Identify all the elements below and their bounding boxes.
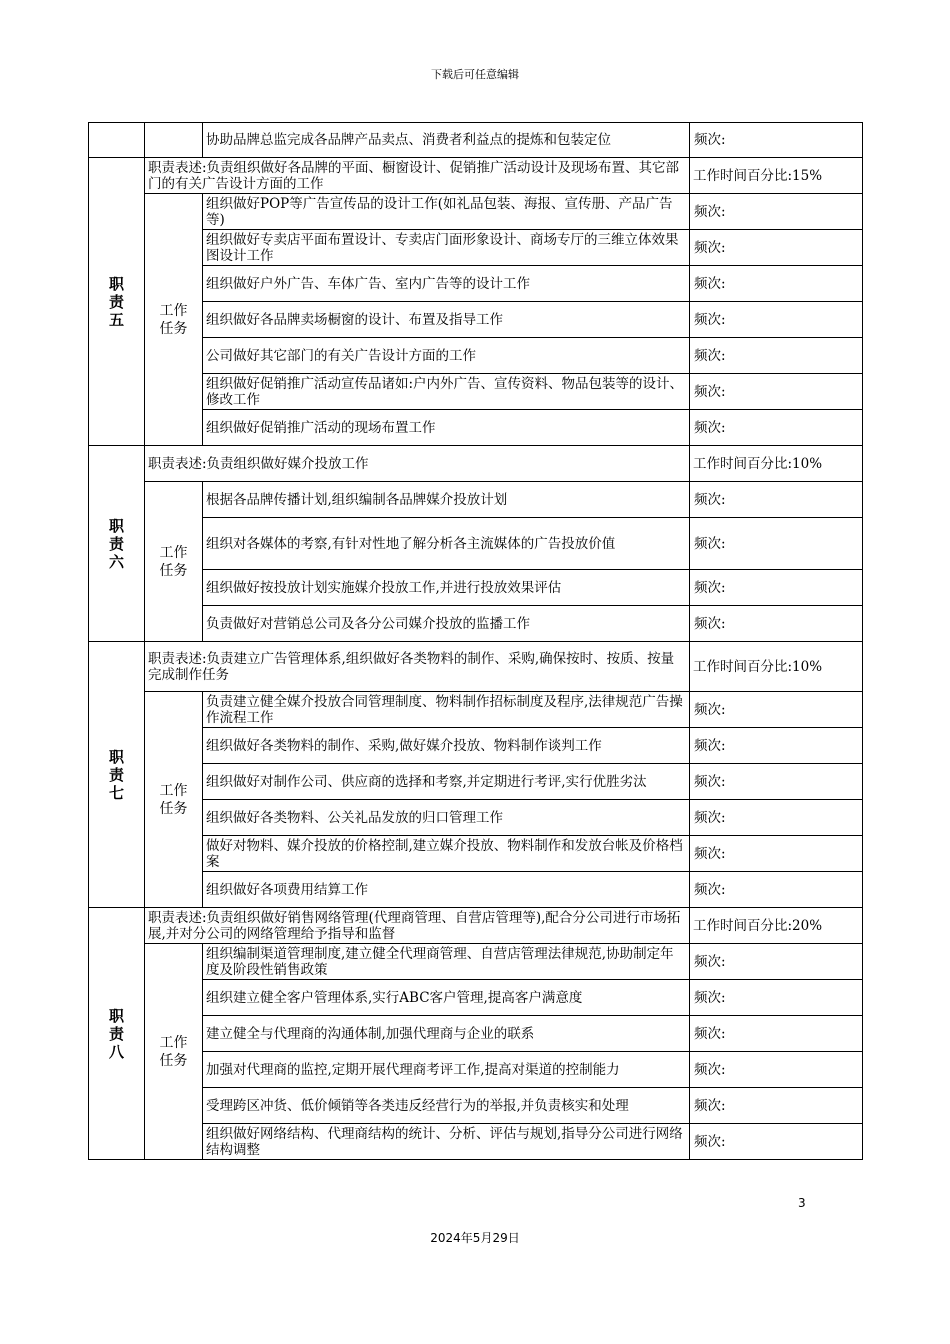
task-row [89, 194, 863, 230]
frequency-cell: 频次: [690, 1016, 863, 1052]
task-text: 公司做好其它部门的有关广告设计方面的工作 [203, 338, 690, 374]
frequency-cell: 频次: [690, 692, 863, 728]
duty-statement: 职责表述:负责组织做好媒介投放工作 [145, 446, 690, 482]
task-row [89, 728, 863, 764]
footer-date: 2024年5月29日 [430, 1231, 520, 1245]
frequency-cell: 频次: [690, 606, 863, 642]
duty-section-label: 职 责 八 [89, 908, 145, 1160]
task-row [89, 1124, 863, 1160]
task-text: 组织做好各类物料的制作、采购,做好媒介投放、物料制作谈判工作 [203, 728, 690, 764]
task-text: 建立健全与代理商的沟通体制,加强代理商与企业的联系 [203, 1016, 690, 1052]
frequency-cell: 频次: [690, 230, 863, 266]
frequency-cell: 频次: [690, 570, 863, 606]
task-row [89, 230, 863, 266]
work-task-label: 工作 任务 [145, 194, 203, 446]
task-text: 加强对代理商的监控,定期开展代理商考评工作,提高对渠道的控制能力 [203, 1052, 690, 1088]
work-task-label: 工作 任务 [145, 692, 203, 908]
task-text: 组织做好促销推广活动的现场布置工作 [203, 410, 690, 446]
task-text: 组织做好按投放计划实施媒介投放工作,并进行投放效果评估 [203, 570, 690, 606]
duty-statement: 职责表述:负责组织做好各品牌的平面、橱窗设计、促销推广活动设计及现场布置、其它部门的有关广告设计方面的工作 [145, 158, 690, 194]
frequency-cell: 频次: [690, 266, 863, 302]
time-percent: 工作时间百分比:20% [690, 908, 863, 944]
task-text: 组织建立健全客户管理体系,实行ABC客户管理,提高客户满意度 [203, 980, 690, 1016]
task-row [89, 518, 863, 570]
task-text: 协助品牌总监完成各品牌产品卖点、消费者利益点的提炼和包装定位 [203, 123, 690, 158]
task-row [89, 1016, 863, 1052]
task-text: 负责建立健全媒介投放合同管理制度、物料制作招标制度及程序,法律规范广告操作流程工作 [203, 692, 690, 728]
task-row [89, 374, 863, 410]
frequency-cell: 频次: [690, 1052, 863, 1088]
blank-sub-cell [145, 123, 203, 158]
table-row [89, 123, 863, 158]
frequency-cell: 频次: [690, 800, 863, 836]
header-note: 下载后可任意编辑 [431, 68, 519, 81]
frequency-cell: 频次: [690, 980, 863, 1016]
task-row [89, 1088, 863, 1124]
work-task-label: 工作 任务 [145, 944, 203, 1160]
duty-table [88, 122, 863, 1160]
frequency-cell: 频次: [690, 944, 863, 980]
task-row [89, 872, 863, 908]
task-text: 组织做好专卖店平面布置设计、专卖店门面形象设计、商场专厅的三维立体效果图设计工作 [203, 230, 690, 266]
task-text: 组织对各媒体的考察,有针对性地了解分析各主流媒体的广告投放价值 [203, 518, 690, 570]
task-text: 组织编制渠道管理制度,建立健全代理商管理、自营店管理法律规范,协助制定年度及阶段性销售政策 [203, 944, 690, 980]
task-text: 受理跨区冲货、低价倾销等各类违反经营行为的举报,并负责核实和处理 [203, 1088, 690, 1124]
task-row [89, 800, 863, 836]
task-row [89, 836, 863, 872]
task-row [89, 338, 863, 374]
task-row [89, 1052, 863, 1088]
frequency-cell: 频次: [690, 374, 863, 410]
work-task-label: 工作 任务 [145, 482, 203, 642]
duty-statement-row [89, 908, 863, 944]
task-text: 组织做好网络结构、代理商结构的统计、分析、评估与规划,指导分公司进行网络结构调整 [203, 1124, 690, 1160]
blank-section-cell [89, 123, 145, 158]
duty-section-label: 职 责 七 [89, 642, 145, 908]
task-text: 组织做好促销推广活动宣传品诸如:户内外广告、宣传资料、物品包装等的设计、修改工作 [203, 374, 690, 410]
task-row [89, 410, 863, 446]
task-text: 根据各品牌传播计划,组织编制各品牌媒介投放计划 [203, 482, 690, 518]
task-row [89, 570, 863, 606]
frequency-cell: 频次: [690, 194, 863, 230]
task-text: 做好对物料、媒介投放的价格控制,建立媒介投放、物料制作和发放台帐及价格档案 [203, 836, 690, 872]
task-row [89, 302, 863, 338]
time-percent: 工作时间百分比:15% [690, 158, 863, 194]
task-row [89, 764, 863, 800]
frequency-cell: 频次: [690, 1088, 863, 1124]
frequency-cell: 频次: [690, 410, 863, 446]
task-row [89, 980, 863, 1016]
task-text: 组织做好户外广告、车体广告、室内广告等的设计工作 [203, 266, 690, 302]
duty-statement: 职责表述:负责组织做好销售网络管理(代理商管理、自营店管理等),配合分公司进行市场拓展,并对分公司的网络管理给予指导和监督 [145, 908, 690, 944]
duty-statement-row [89, 158, 863, 194]
task-text: 组织做好对制作公司、供应商的选择和考察,并定期进行考评,实行优胜劣汰 [203, 764, 690, 800]
task-text: 负责做好对营销总公司及各分公司媒介投放的监播工作 [203, 606, 690, 642]
task-text: 组织做好各品牌卖场橱窗的设计、布置及指导工作 [203, 302, 690, 338]
frequency-cell: 频次: [690, 872, 863, 908]
frequency-cell: 频次: [690, 338, 863, 374]
frequency-cell: 频次: [690, 1124, 863, 1160]
task-row [89, 266, 863, 302]
duty-section-label: 职 责 五 [89, 158, 145, 446]
time-percent: 工作时间百分比:10% [690, 642, 863, 692]
page-number: 3 [798, 1196, 806, 1210]
time-percent: 工作时间百分比:10% [690, 446, 863, 482]
task-text: 组织做好各类物料、公关礼品发放的归口管理工作 [203, 800, 690, 836]
task-row [89, 944, 863, 980]
task-row [89, 482, 863, 518]
task-row [89, 606, 863, 642]
frequency-cell: 频次: [690, 728, 863, 764]
duty-statement: 职责表述:负责建立广告管理体系,组织做好各类物料的制作、采购,确保按时、按质、按量完成制作任务 [145, 642, 690, 692]
task-text: 组织做好POP等广告宣传品的设计工作(如礼品包装、海报、宣传册、产品广告等) [203, 194, 690, 230]
task-row [89, 692, 863, 728]
frequency-cell: 频次: [690, 302, 863, 338]
frequency-cell: 频次: [690, 518, 863, 570]
frequency-cell: 频次: [690, 482, 863, 518]
duty-statement-row [89, 446, 863, 482]
duty-statement-row [89, 642, 863, 692]
task-text: 组织做好各项费用结算工作 [203, 872, 690, 908]
duty-section-label: 职 责 六 [89, 446, 145, 642]
duty-table-body [89, 123, 863, 1160]
frequency-cell: 频次: [690, 764, 863, 800]
frequency-cell: 频次: [690, 836, 863, 872]
frequency-cell: 频次: [690, 123, 863, 158]
